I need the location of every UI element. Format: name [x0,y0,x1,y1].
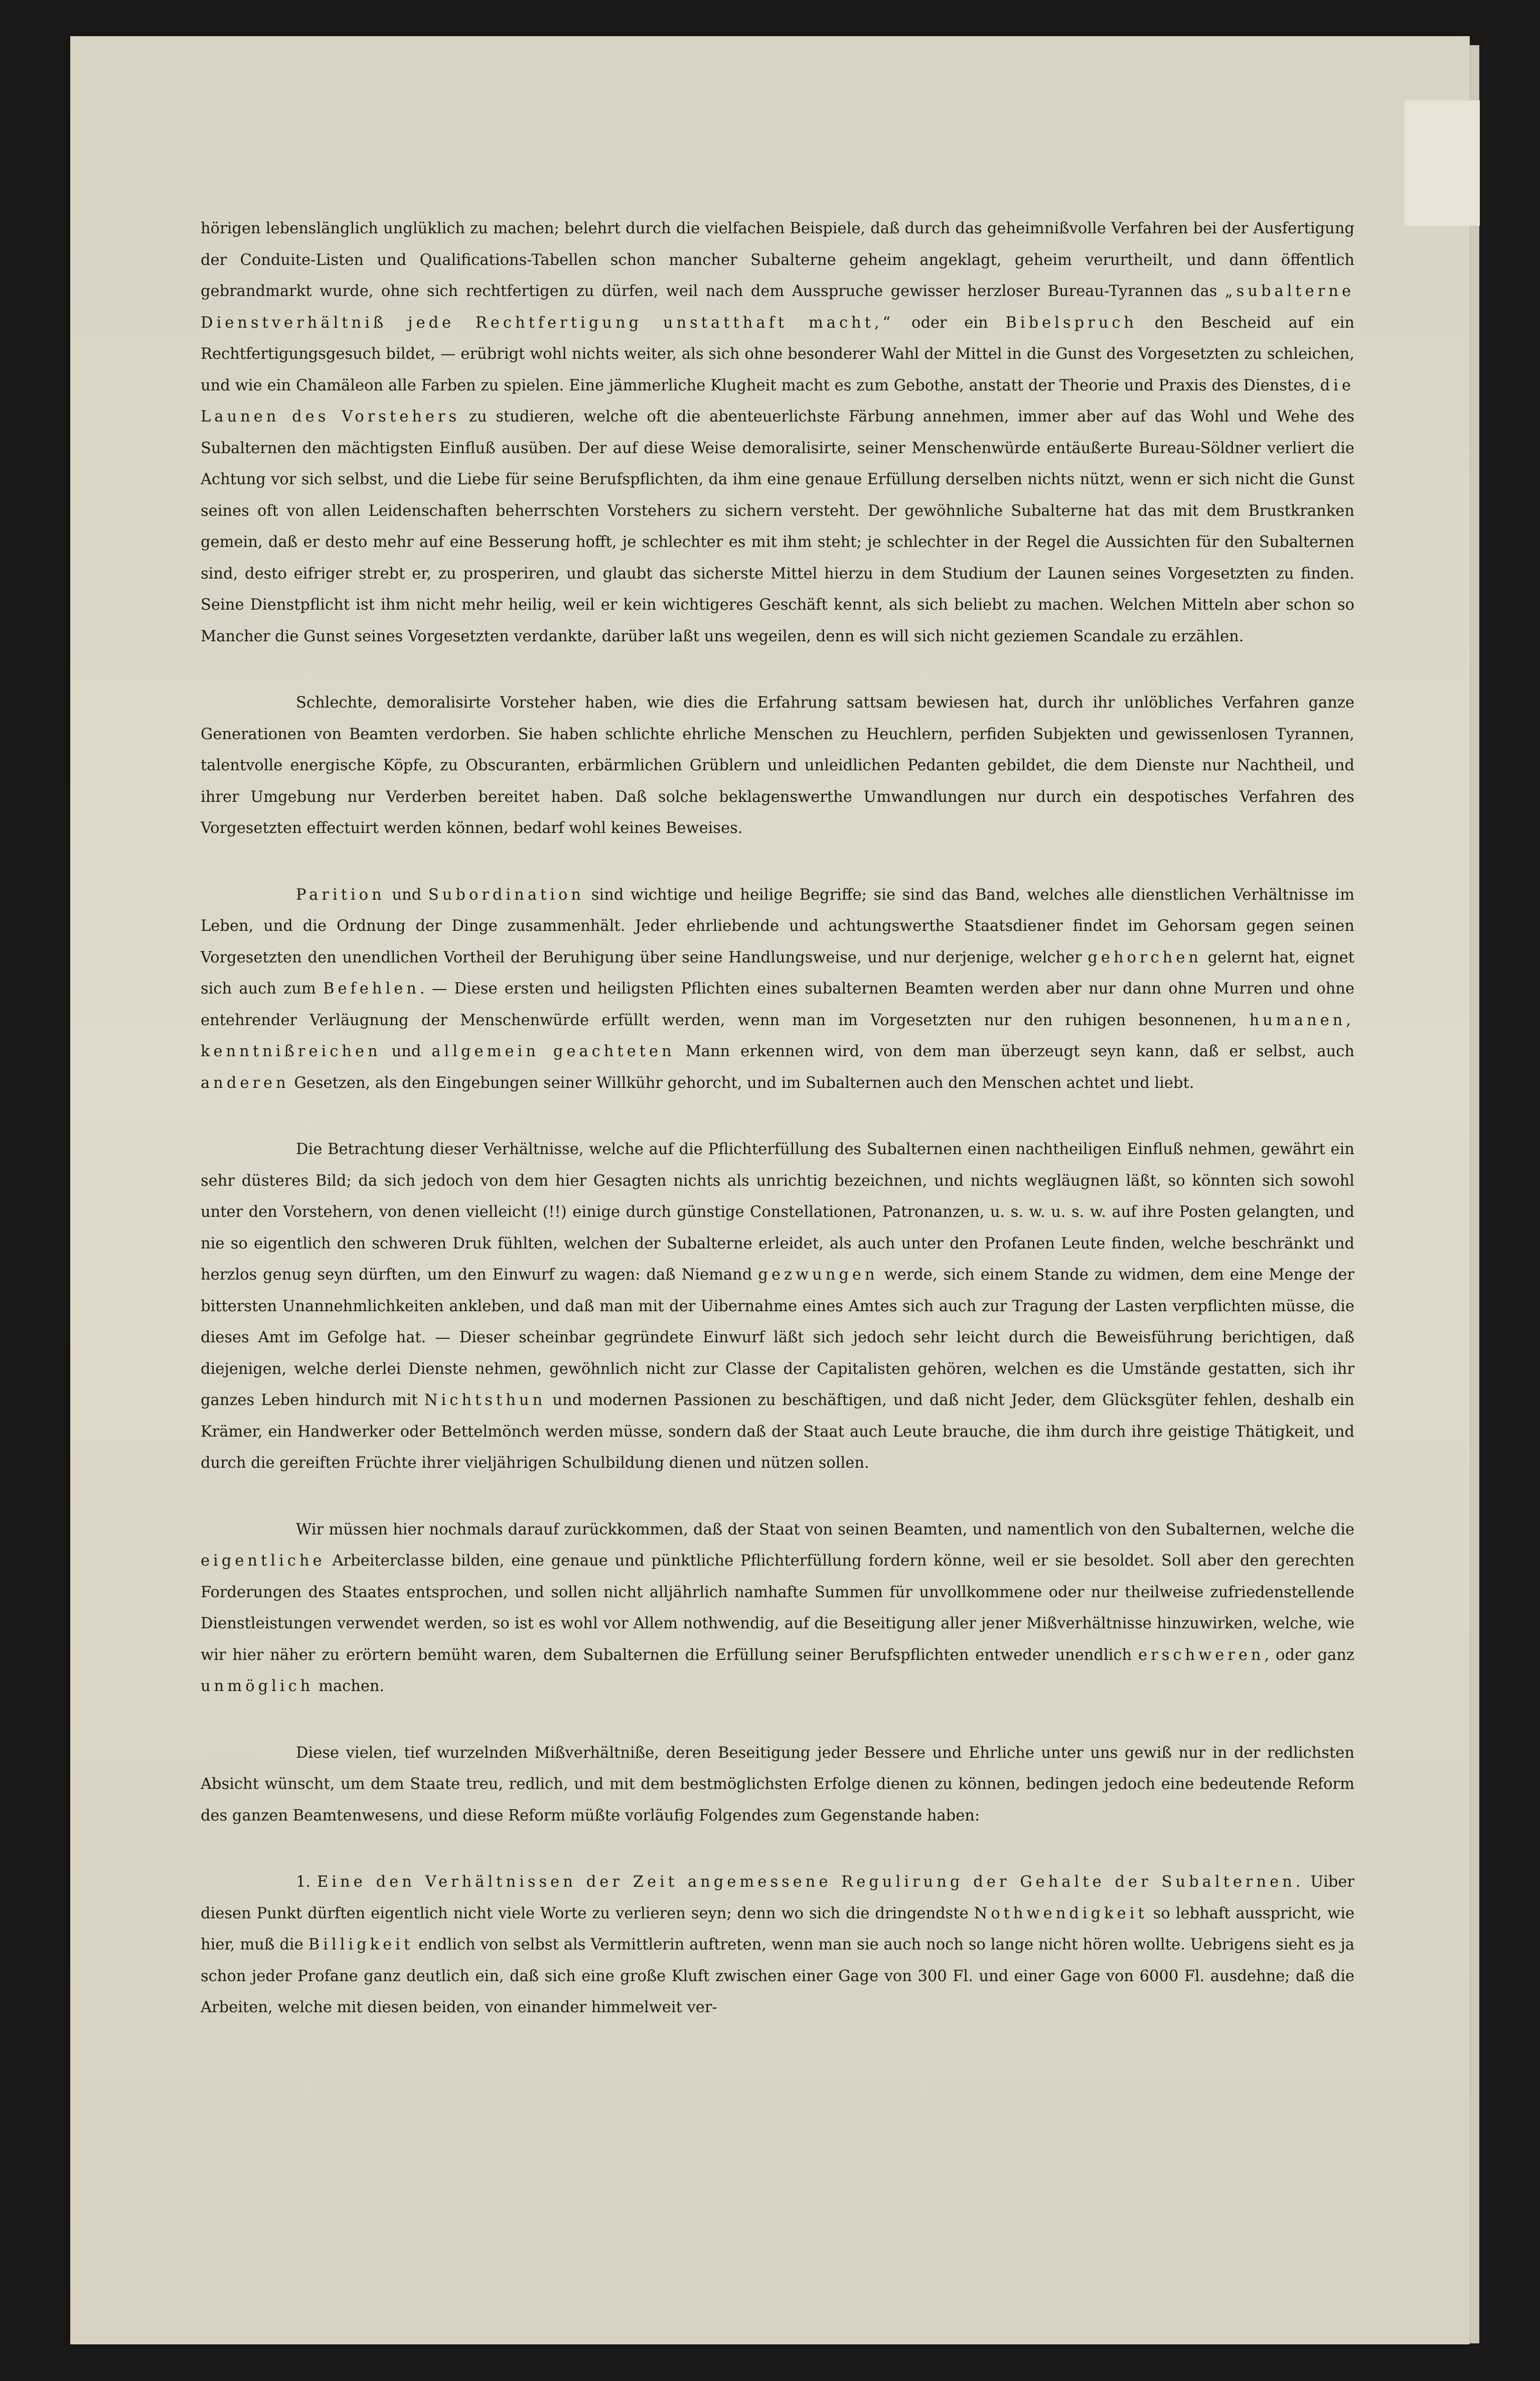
emphasized-text: eigentliche [201,1552,326,1570]
emphasized-text: anderen [201,1074,289,1092]
text-run: Diese vielen, tief wurzelnden Mißverhältniße, deren Beseitigung jeder Bessere und Ehrliche unter uns gewiß nur in der redlichsten Absicht wünscht, um dem Staate treu, redlich, und mit dem bestmöglichsten Erfolge dienen zu können, bedingen jedoch eine bedeutende Reform des ganzen Beamtenwesens, und diese Reform müßte vorläufig Folgendes zum Gegenstande haben: [201,1744,1354,1825]
text-run: . — Diese ersten und heiligsten Pflichten eines subalternen Beamten werden aber nur dann ohne Murren und ohne entehrender Verläugnung der Menschenwürde erfüllt werden, wenn man im Vorgesetzten nur den ruhigen besonnenen, [201,980,1354,1029]
document-body [201,213,1354,2024]
paragraph-parition-subordination [201,880,1354,1099]
emphasized-text: Nichtsthun [424,1391,546,1409]
text-run: Die Betrachtung dieser Verhältnisse, welche auf die Pflichterfüllung des Subalternen einen nachtheiligen Einfluß nehmen, gewährt ein sehr düsteres Bild; da sich jedoch von dem hier Gesagten nichts als unrichtig bezeichnen, und nichts wegläugnen läßt, so könnten sich sowohl unter den Vorstehern, von denen vielleicht (!!) einige durch günstige Constellationen, Patronanzen, u. s. w. u. s. w. auf ihre Posten gelangten, und nie so eigentlich den schweren Druk fühlten, welchen der Subalterne erleidet, als auch unter den Profanen Leute finden, welche beschränkt und herzlos genug seyn dürften, um den Einwurf zu wagen: daß Niemand [201,1141,1354,1284]
paragraph-point-1-gehalte [201,1867,1354,2024]
page-edge [1470,45,1479,2343]
emphasized-text: Parition [296,886,385,904]
emphasized-text: allgemein geachteten [431,1043,675,1060]
text-run: und [385,886,428,904]
emphasized-text: Billigkeit [308,1936,414,1953]
text-run: Mann erkennen wird, von dem man überzeugt seyn kann, daß er selbst, auch [675,1043,1354,1060]
text-run: und [381,1043,432,1060]
paragraph-schlechte-vorsteher [201,687,1354,845]
text-run: und modernen Passionen zu beschäftigen, und daß nicht Jeder, dem Glücksgüter fehlen, deshalb ein Krämer, ein Handwerker oder Bettelmönch werden müsse, sondern daß der Staat auch Leute brauche, die ihm durch ihre geistige Thätigkeit, und durch die gereiften Früchte ihrer vieljährigen Schulbildung dienen und nützen sollen. [201,1391,1354,1472]
emphasized-text: gezwungen [758,1266,878,1284]
text-run: gelernt hat, eignet sich auch zum [201,948,1354,998]
emphasized-text: erschweren [1138,1646,1265,1664]
text-run: oder ein [894,314,1006,332]
emphasized-text: Bibelspruch [1005,314,1138,332]
emphasized-text: Subordination [428,886,585,904]
text-run: 1. [296,1873,318,1891]
text-run: zu studieren, welche oft die abenteuerlichste Färbung annehmen, immer aber auf das Wohl und Wehe des Subalternen den mächtigsten Einfluß ausüben. Der auf diese Weise demoralisirte, seiner Menschenwürde entäußerte Bureau-Söldner verliert die Achtung vor sich selbst, und die Liebe für seine Berufspflichten, da ihm eine genaue Erfüllung derselben nichts nützt, wenn er sich nicht die Gunst seines oft von allen Leidenschaften beherrschten Vorstehers zu sichern versteht. Der gewöhnliche Subalterne hat das mit dem Brustkranken gemein, daß er desto mehr auf eine Besserung hofft, je schlechter es mit ihm steht; je schlechter in der Regel die Aussichten für den Subalternen sind, desto eifriger strebt er, zu prosperiren, und glaubt das sicherste Mittel hierzu in dem Studium der Launen seines Vorgesetzten zu finden. Seine Dienstpflicht ist ihm nicht mehr heilig, weil er kein wichtigeres Geschäft kennt, als sich beliebt zu machen. Welchen Mitteln aber schon so Mancher die Gunst seines Vorgesetzten verdankte, darüber laßt uns wegeilen, denn es will sich nicht geziemen Scandale zu erzählen. [201,408,1354,645]
text-run: Arbeiterclasse bilden, eine genaue und pünktliche Pflichterfüllung fordern könne, weil er sie besoldet. Soll aber den gerechten Forderungen des Staates entsprochen, und sollen nicht alljährlich namhafte Summen für unvollkommene oder nur theilweise zufriedenstellende Dienstleistungen verwendet werden, so ist es wohl vor Allem nothwendig, auf die Beseitigung aller jener Mißverhältnisse hinzuwirken, welche, wie wir hier näher zu erörtern bemüht waren, dem Subalternen die Erfüllung seiner Berufspflichten entweder unendlich [201,1552,1354,1664]
emphasized-text: Eine den Verhältnissen der Zeit angemessene Regulirung der Gehalte der Subalternen. [317,1873,1304,1891]
text-run: so lebhaft ausspricht, wie hier, muß die [201,1904,1355,1953]
paragraph-intro [201,213,1354,652]
emphasized-text: gehorchen [1088,948,1202,966]
text-run: werde, sich einem Stande zu widmen, dem eine Menge der bittersten Unannehmlichkeiten ankleben, und daß man mit der Uibernahme eines Amtes sich auch zur Tragung der Lasten verpflichten müsse, die dieses Amt im Gefolge hat. — Dieser scheinbar gegründete Einwurf läßt sich jedoch sehr leicht durch die Beweisführung berichtigen, daß diejenigen, welche derlei Dienste nehmen, gewöhnlich nicht zur Classe der Capitalisten gehören, welchen es die Umstände gestatten, sich ihr ganzes Leben hindurch mit [201,1266,1354,1409]
emphasized-text: Nothwendigkeit [974,1904,1148,1922]
text-run: sind wichtige und heilige Begriffe; sie sind das Band, welches alle dienstlichen Verhältnisse im Leben, und die Ordnung der Dinge zusammenhält. Jeder ehrliebende und achtungswerthe Staatsdiener findet im Gehorsam gegen seinen Vorgesetzten den unendlichen Vortheil der Beruhigung über seine Handlungsweise, und nur derjenige, welcher [201,886,1355,966]
text-run: Wir müssen hier nochmals darauf zurückkommen, daß der Staat von seinen Beamten, und namentlich von den Subalternen, welche die [296,1520,1354,1538]
text-run: endlich von selbst als Vermittlerin auftreten, wenn man sie auch noch so lange nicht hören wollte. Uebrigens sieht es ja schon jeder Profane ganz deutlich ein, daß sich eine große Kluft zwischen einer Gage von 300 Fl. und einer Gage von 6000 Fl. ausdehne; daß die Arbeiten, welche mit diesen beiden, von einander himmelweit ver- [201,1936,1354,2016]
paragraph-reform [201,1738,1354,1832]
emphasized-text: humanen, kenntnißreichen [201,1011,1354,1060]
text-run: , oder ganz [1264,1646,1354,1664]
paper-patch [1405,100,1480,226]
text-run: den Bescheid auf ein Rechtfertigungsgesuch bildet, — erübrigt wohl nichts weiter, als sich ohne besonderer Wahl der Mittel in die Gunst des Vorgesetzten zu schleichen, und wie ein Chamäleon alle Farben zu spielen. Eine jämmerliche Klugheit macht es zum Gebothe, anstatt der Theorie und Praxis des Dienstes, [201,314,1354,394]
text-run: Schlechte, demoralisirte Vorsteher haben, wie dies die Erfahrung sattsam bewiesen hat, durch ihr unlöbliches Verfahren ganze Generationen von Beamten verdorben. Sie haben schlichte ehrliche Menschen zu Heuchlern, perfiden Subjekten und gewissenlosen Tyrannen, talentvolle energische Köpfe, zu Obscuranten, erbärmlichen Grüblern und unleidlichen Pedanten gebildet, die dem Dienste nur Nachtheil, und ihrer Umgebung nur Verderben bereitet haben. Daß solche beklagenswerthe Umwandlungen nur durch ein despotisches Verfahren des Vorgesetzten effectuirt werden können, bedarf wohl keines Beweises. [201,694,1354,837]
paragraph-staat-beamte [201,1514,1354,1703]
emphasized-text: unmöglich [201,1677,314,1695]
emphasized-text: „subalterne Dienstverhältniß jede Rechtfertigung unstatthaft macht,“ [201,283,1354,332]
emphasized-text: die Launen des Vorstehers [201,376,1354,426]
text-run: Gesetzen, als den Eingebungen seiner Willkühr gehorcht, und im Subalternen auch den Menschen achtet und liebt. [289,1074,1194,1092]
emphasized-text: Befehlen [323,980,420,998]
text-run: Uiber diesen Punkt dürften eigentlich nicht viele Worte zu verlieren seyn; denn wo sich die dringendste [201,1873,1355,1922]
text-run: hörigen lebenslänglich unglüklich zu machen; belehrt durch die vielfachen Beispiele, daß durch das geheimnißvolle Verfahren bei der Ausfertigung der Conduite-Listen und Qualifications-Tabellen schon mancher Subalterne geheim angeklagt, geheim verurtheilt, und dann öffentlich gebrandmarkt wurde, ohne sich rechtfertigen zu dürfen, weil nach dem Ausspruche gewisser herzloser Bureau-Tyrannen das [201,220,1354,300]
paragraph-betrachtung [201,1134,1354,1479]
text-run: machen. [314,1677,385,1695]
